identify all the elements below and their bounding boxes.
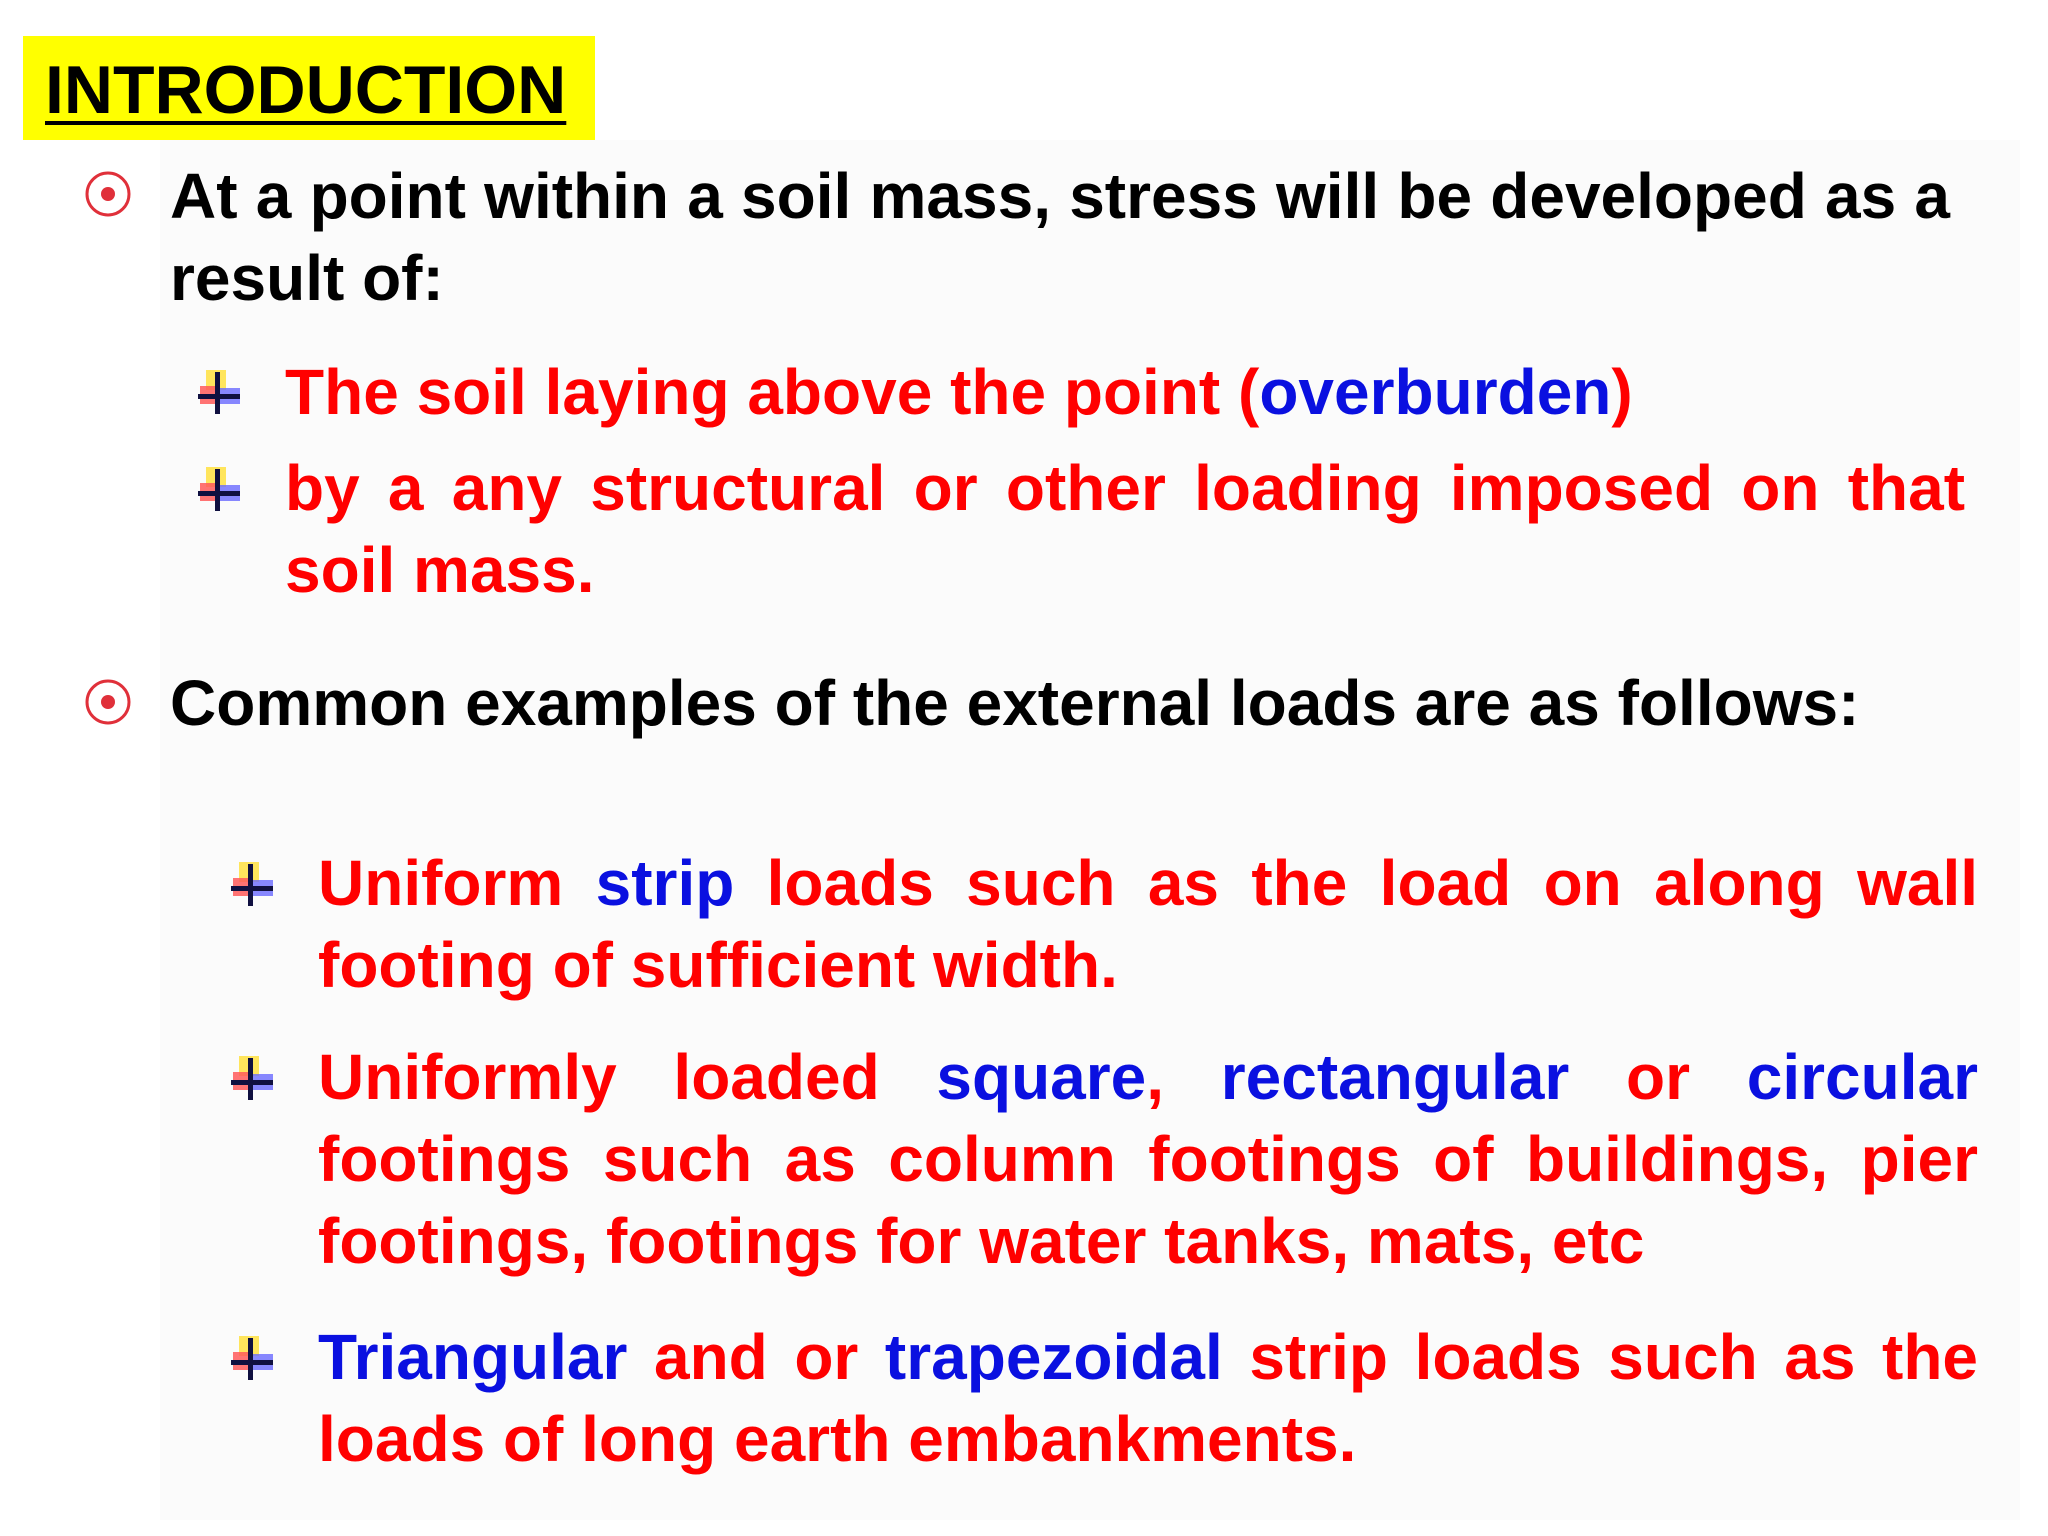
text-segment: , — [1146, 1041, 1221, 1113]
text-segment: or — [1569, 1041, 1747, 1113]
text-segment: Triangular — [318, 1321, 628, 1393]
text-segment: ) — [1611, 356, 1633, 428]
text-segment: The soil laying above the point ( — [285, 356, 1260, 428]
circled-dot-icon — [84, 170, 132, 218]
circled-dot-icon — [84, 678, 132, 726]
bullet-text: At a point within a soil mass, stress will be developed as a result of: — [170, 160, 1950, 314]
cross-arrow-icon — [225, 1330, 281, 1386]
cross-arrow-icon — [192, 364, 248, 420]
text-segment: and or — [627, 1321, 885, 1393]
list-item — [318, 1036, 1978, 1282]
cross-arrow-icon — [192, 461, 248, 517]
text-segment: Uniform — [318, 847, 596, 919]
text-segment: circular — [1746, 1041, 1978, 1113]
text-segment: loads such as the load on along wall footing of sufficient width. — [318, 847, 1979, 1001]
list-item — [318, 842, 1978, 1006]
list-item — [285, 447, 1965, 611]
cross-arrow-icon — [225, 856, 281, 912]
slide-background — [160, 140, 2020, 1520]
text-segment: trapezoidal — [884, 1321, 1223, 1393]
text-segment: overburden — [1259, 356, 1612, 428]
text-segment: Uniformly loaded — [318, 1041, 937, 1113]
text-segment: footings such as column footings of buildings, pier footings, footings for water tanks, mats, etc — [318, 1123, 1978, 1277]
text-segment: rectangular — [1220, 1041, 1570, 1113]
list-item — [285, 351, 1985, 433]
text-segment: square — [936, 1041, 1147, 1113]
cross-arrow-icon — [225, 1050, 281, 1106]
text-segment: by a any structural or other loading imposed on that soil mass. — [285, 452, 1965, 606]
text-segment: strip — [595, 847, 735, 919]
bullet-text: Common examples of the external loads are as follows: — [170, 667, 1860, 739]
page-title: INTRODUCTION — [45, 52, 567, 128]
list-item — [318, 1316, 1978, 1480]
text-segment: strip loads such as the loads of long earth embankments. — [318, 1321, 1979, 1475]
